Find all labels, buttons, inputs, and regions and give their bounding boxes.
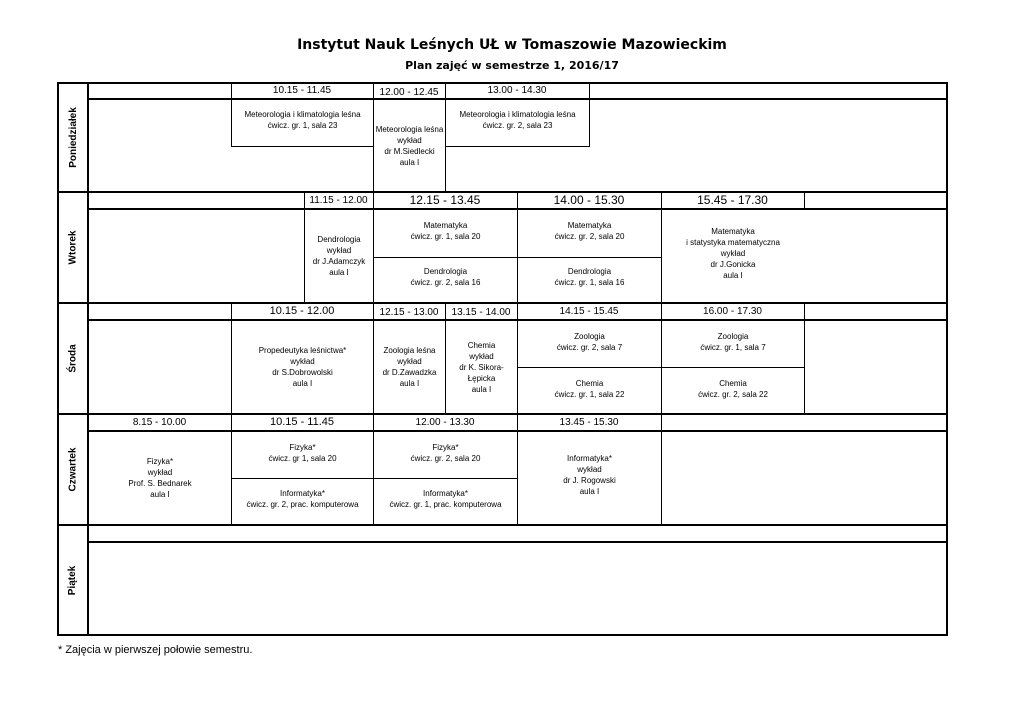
class-line: Łępicka [467, 373, 496, 383]
class-line: wykład [326, 246, 352, 255]
class-line: wykład [147, 468, 173, 477]
time-slot: 12.00 - 13.30 [415, 416, 475, 428]
class-line: Meteorologia leśna [375, 124, 444, 134]
class-line: dr D.Zawadzka [382, 368, 437, 377]
time-slot: 10.15 - 11.45 [269, 416, 334, 428]
class-entry [374, 432, 517, 478]
day-label: Wtorek [67, 230, 79, 265]
time-slot: 13.45 - 15.30 [559, 416, 619, 428]
day-thursday [58, 415, 88, 524]
day-friday [58, 526, 88, 634]
class-line: Propedeutyka leśnictwa* [258, 346, 347, 355]
time-slot: 10.15 - 12.00 [269, 305, 335, 317]
time-slot: 12.15 - 13.00 [379, 306, 439, 318]
day-tuesday [58, 193, 88, 302]
class-line: Matematyka [567, 221, 612, 230]
time-row-divider [87, 541, 948, 543]
class-entry [518, 432, 661, 524]
class-entry [89, 432, 231, 524]
class-entry [374, 258, 517, 302]
class-line: Meteorologia i klimatologia leśna [459, 110, 576, 119]
class-line: aula I [399, 379, 420, 388]
class-line: Meteorologia i klimatologia leśna [244, 110, 361, 119]
class-line: aula I [723, 271, 743, 280]
class-entry [232, 432, 373, 478]
class-line: aula I [292, 379, 313, 388]
class-line: ćwicz. gr. 1, sala 22 [554, 390, 625, 399]
time-slot: 16.00 - 17.30 [703, 305, 762, 317]
class-line: Dendrologia [423, 267, 468, 276]
class-entry [518, 368, 661, 413]
class-entry [446, 321, 517, 413]
time-slot: 14.15 - 15.45 [559, 305, 619, 317]
class-entry [305, 210, 373, 302]
class-line: Dendrologia [567, 267, 612, 276]
time-slot: 12.15 - 13.45 [409, 193, 481, 207]
class-entry [662, 368, 804, 413]
class-entry [518, 258, 661, 302]
class-entry [662, 210, 804, 302]
class-entry [374, 479, 517, 524]
grid-line [589, 83, 590, 147]
class-entry [518, 321, 661, 367]
time-slot: 12.00 - 12.45 [379, 86, 439, 98]
class-line: ćwicz. gr. 1, prac. komputerowa [389, 500, 502, 509]
class-entry [662, 321, 804, 367]
class-line: dr J. Rogowski [563, 476, 616, 485]
class-entry [518, 210, 661, 257]
class-line: ćwicz. gr. 2, sala 22 [698, 390, 768, 399]
class-line: Fizyka* [432, 443, 459, 452]
class-line: Matematyka [423, 221, 468, 230]
grid-line [445, 146, 590, 147]
class-line: Matematyka [711, 227, 755, 236]
class-line: ćwicz. gr. 2, sala 16 [410, 278, 481, 287]
class-entry [232, 479, 373, 524]
class-line: aula I [329, 268, 349, 277]
class-line: Chemia [467, 340, 496, 350]
class-line: Prof. S. Bednarek [128, 479, 192, 488]
class-entry [446, 100, 589, 146]
class-line: wykład [577, 465, 602, 474]
class-line: aula I [399, 157, 420, 167]
class-line: Informatyka* [567, 454, 612, 463]
class-line: aula I [579, 487, 600, 496]
class-line: ćwicz. gr. 2, sala 20 [554, 232, 625, 241]
day-label: Czwartek [67, 447, 79, 492]
class-entry [374, 210, 517, 257]
class-line: ćwicz. gr. 2, sala 20 [410, 454, 481, 463]
class-line: dr M.Siedlecki [384, 146, 435, 156]
class-line: ćwicz. gr. 1, sala 16 [554, 278, 625, 287]
class-line: Informatyka* [423, 489, 468, 498]
grid-line [231, 146, 374, 147]
class-line: dr S.Dobrowolski [272, 368, 333, 377]
page-title: Instytut Nauk Leśnych UŁ w Tomaszowie Mazowieckim [297, 37, 727, 53]
class-line: Fizyka* [146, 457, 174, 466]
class-line: Zoologia [717, 332, 749, 341]
class-line: wykład [720, 249, 746, 258]
class-line: dr K. Sikora- [459, 362, 504, 372]
class-entry [232, 321, 373, 413]
page-subtitle: Plan zajęć w semestrze 1, 2016/17 [405, 59, 619, 72]
class-line: ćwicz. gr. 1, sala 20 [410, 232, 481, 241]
class-line: Chemia [575, 379, 604, 388]
class-entry [374, 321, 445, 413]
class-line: Chemia [719, 379, 747, 388]
time-slot: 8.15 - 10.00 [132, 416, 187, 428]
footnote: * Zajęcia w pierwszej połowie semestru. [58, 644, 253, 656]
class-line: dr J.Adamczyk [312, 257, 366, 266]
class-line: ćwicz. gr. 1, sala 23 [267, 121, 338, 130]
time-slot: 10.15 - 11.45 [272, 84, 332, 96]
class-line: ćwicz. gr. 2, prac. komputerowa [246, 500, 359, 509]
class-line: wykład [290, 357, 315, 366]
class-line: Fizyka* [289, 443, 316, 452]
class-line: i statystyka matematyczna [686, 238, 780, 247]
day-wednesday [58, 304, 88, 413]
day-label: Środa [67, 344, 79, 373]
grid-line [804, 303, 805, 413]
class-line: ćwicz. gr. 1, sala 7 [700, 343, 766, 352]
time-slot: 13.00 - 14.30 [487, 84, 547, 96]
class-line: wykład [469, 351, 494, 361]
class-line: dr J.Gonicka [710, 260, 756, 269]
class-line: ćwicz. gr. 2, sala 23 [482, 121, 553, 130]
time-slot: 14.00 - 15.30 [553, 193, 625, 207]
class-entry [374, 100, 445, 191]
class-line: Zoologia leśna [383, 346, 436, 355]
day-divider [57, 524, 948, 526]
class-line: aula I [471, 384, 492, 394]
class-line: Zoologia [574, 332, 605, 341]
grid-line [661, 414, 662, 524]
time-slot: 15.45 - 17.30 [697, 193, 768, 207]
time-slot: 11.15 - 12.00 [309, 195, 368, 206]
day-label: Poniedziałek [67, 107, 79, 168]
class-line: wykład [397, 357, 422, 366]
day-label: Piątek [67, 565, 79, 595]
day-monday [58, 84, 88, 191]
class-line: ćwicz. gr. 2, sala 7 [556, 343, 623, 352]
class-line: Dendrologia [317, 235, 361, 244]
grid-line [804, 192, 805, 209]
class-line: Informatyka* [280, 489, 325, 498]
class-line: aula I [150, 490, 170, 499]
class-entry [232, 100, 373, 146]
class-line: ćwicz. gr 1, sala 20 [268, 454, 337, 463]
class-line: wykład [397, 135, 422, 145]
time-slot: 13.15 - 14.00 [451, 306, 511, 318]
